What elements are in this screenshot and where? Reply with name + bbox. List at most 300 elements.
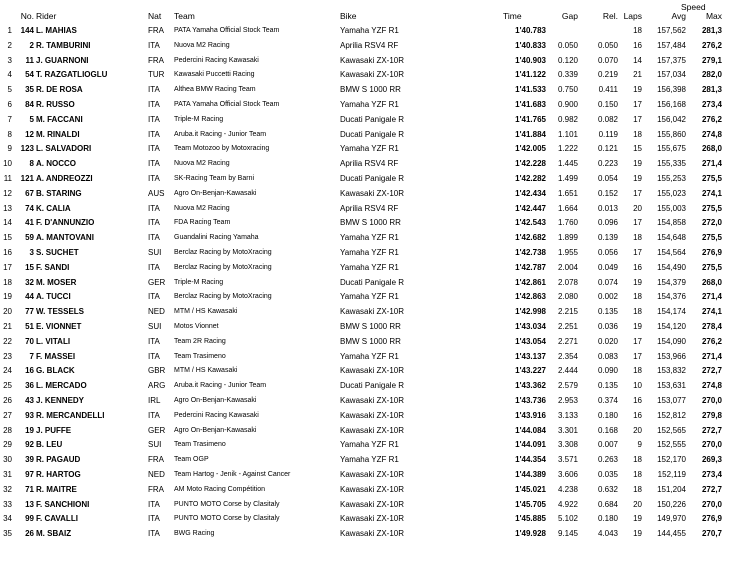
- row-time: 1'43.137: [515, 352, 546, 361]
- row-gap: 2.215: [557, 307, 578, 316]
- row-bike: Kawasaki ZX-10R: [340, 411, 405, 420]
- row-rel: 0.180: [597, 411, 618, 420]
- row-time: 1'42.998: [515, 307, 546, 316]
- row-time: 1'45.021: [515, 485, 546, 494]
- row-nationality: NED: [148, 470, 165, 479]
- row-gap: 4.922: [557, 500, 578, 509]
- row-nationality: ITA: [148, 159, 160, 168]
- row-number: 54: [25, 70, 34, 79]
- row-rider: L. MAHIAS: [36, 26, 77, 35]
- row-number: 71: [25, 485, 34, 494]
- row-team: Team Hartog - Jenik - Against Cancer: [174, 471, 291, 478]
- row-number: 97: [25, 470, 34, 479]
- row-gap: 0.982: [557, 115, 578, 124]
- row-team: Berclaz Racing by MotoXracing: [174, 293, 272, 300]
- row-position: 21: [3, 322, 12, 331]
- row-bike: Kawasaki ZX-10R: [340, 529, 405, 538]
- row-laps: 20: [633, 426, 642, 435]
- row-gap: 2.004: [557, 263, 578, 272]
- row-rel: 0.684: [597, 500, 618, 509]
- row-team: Nuova M2 Racing: [174, 205, 230, 212]
- row-position: 17: [3, 263, 12, 272]
- row-avg-speed: 154,858: [657, 218, 686, 227]
- row-gap: 4.238: [557, 485, 578, 494]
- row-rel: 0.152: [597, 189, 618, 198]
- row-rel: 0.411: [598, 85, 618, 94]
- row-time: 1'41.884: [515, 130, 546, 139]
- row-number: 36: [25, 381, 34, 390]
- row-rel: 4.043: [597, 529, 618, 538]
- row-gap: 3.133: [557, 411, 578, 420]
- row-position: 7: [7, 115, 12, 124]
- row-rider: A. ANDREOZZI: [36, 174, 93, 183]
- row-nationality: ITA: [148, 204, 160, 213]
- row-nationality: FRA: [148, 455, 164, 464]
- row-gap: 0.120: [557, 56, 578, 65]
- row-max-speed: 275,5: [701, 174, 722, 183]
- row-rider: F. D'ANNUNZIO: [36, 218, 95, 227]
- row-position: 9: [7, 144, 12, 153]
- row-max-speed: 268,0: [701, 144, 722, 153]
- row-laps: 18: [633, 470, 642, 479]
- row-rider: W. TESSELS: [36, 307, 85, 316]
- row-avg-speed: 150,226: [657, 500, 686, 509]
- row-position: 31: [3, 470, 12, 479]
- row-gap: 1.651: [557, 189, 578, 198]
- row-laps: 17: [633, 337, 642, 346]
- row-number: 93: [25, 411, 34, 420]
- row-time: 1'42.228: [515, 159, 546, 168]
- row-team: Team Motozoo by Motoxracing: [174, 145, 270, 152]
- row-number: 13: [25, 500, 34, 509]
- row-gap: 2.271: [557, 337, 578, 346]
- row-laps: 21: [633, 70, 642, 79]
- row-position: 28: [3, 426, 12, 435]
- row-team: Berclaz Racing by MotoXracing: [174, 264, 272, 271]
- row-laps: 18: [633, 26, 642, 35]
- row-rel: 0.054: [597, 174, 618, 183]
- row-number: 12: [25, 130, 34, 139]
- row-avg-speed: 155,003: [657, 204, 686, 213]
- row-bike: Ducati Panigale R: [340, 278, 405, 287]
- row-position: 35: [3, 529, 12, 538]
- row-bike: Yamaha YZF R1: [340, 248, 399, 257]
- row-gap: 2.251: [557, 322, 578, 331]
- row-max-speed: 273,4: [701, 100, 722, 109]
- row-position: 27: [3, 411, 12, 420]
- row-number: 26: [25, 529, 34, 538]
- row-rider: L. VITALI: [36, 337, 71, 346]
- row-rel: 0.263: [597, 455, 618, 464]
- row-bike: Kawasaki ZX-10R: [340, 470, 405, 479]
- row-nationality: ITA: [148, 411, 160, 420]
- row-position: 12: [3, 189, 12, 198]
- row-time: 1'45.885: [515, 514, 546, 523]
- row-gap: 0.050: [557, 41, 578, 50]
- row-rider: B. STARING: [36, 189, 82, 198]
- row-nationality: ITA: [148, 144, 160, 153]
- row-bike: Kawasaki ZX-10R: [340, 500, 405, 509]
- row-position: 25: [3, 381, 12, 390]
- row-laps: 16: [633, 263, 642, 272]
- row-number: 43: [25, 396, 34, 405]
- row-gap: 0.339: [557, 70, 578, 79]
- row-laps: 17: [633, 100, 642, 109]
- row-position: 19: [3, 292, 12, 301]
- row-rel: 0.219: [597, 70, 618, 79]
- row-bike: Ducati Panigale R: [340, 174, 405, 183]
- row-number: 8: [29, 159, 34, 168]
- row-rider: J. PUFFE: [36, 426, 72, 435]
- row-team: Agro On-Benjan-Kawasaki: [174, 190, 257, 197]
- row-rel: 0.168: [597, 426, 618, 435]
- row-avg-speed: 155,023: [657, 189, 686, 198]
- row-rel: 0.374: [597, 396, 618, 405]
- row-gap: 2.354: [557, 352, 578, 361]
- row-max-speed: 272,7: [701, 426, 722, 435]
- row-bike: Kawasaki ZX-10R: [340, 70, 405, 79]
- row-gap: 2.080: [557, 292, 578, 301]
- row-bike: Ducati Panigale R: [340, 381, 405, 390]
- row-number: 7: [29, 352, 34, 361]
- row-gap: 0.750: [557, 85, 578, 94]
- row-rel: 0.049: [597, 263, 618, 272]
- row-rel: 0.135: [597, 381, 618, 390]
- header-bike: Bike: [340, 11, 357, 21]
- row-rider: T. RAZGATLIOGLU: [36, 70, 108, 79]
- header-rel: Rel.: [602, 11, 618, 21]
- row-avg-speed: 156,168: [657, 100, 686, 109]
- row-rel: 0.119: [598, 130, 618, 139]
- row-max-speed: 275,5: [701, 204, 722, 213]
- row-avg-speed: 153,832: [657, 366, 686, 375]
- row-bike: BMW S 1000 RR: [340, 337, 401, 346]
- row-gap: 1.499: [557, 174, 578, 183]
- row-bike: Kawasaki ZX-10R: [340, 366, 405, 375]
- row-bike: Kawasaki ZX-10R: [340, 189, 405, 198]
- row-laps: 16: [633, 41, 642, 50]
- row-laps: 19: [633, 174, 642, 183]
- row-nationality: ITA: [148, 233, 160, 242]
- row-number: 16: [25, 366, 34, 375]
- row-max-speed: 275,5: [701, 263, 722, 272]
- row-rel: 0.096: [597, 218, 618, 227]
- row-rider: B. LEU: [36, 440, 63, 449]
- row-laps: 20: [633, 500, 642, 509]
- row-number: 121: [20, 174, 34, 183]
- row-gap: 1.222: [557, 144, 578, 153]
- row-max-speed: 278,4: [701, 322, 722, 331]
- row-nationality: ITA: [148, 174, 160, 183]
- row-rel: 0.036: [597, 322, 618, 331]
- row-team: Aruba.it Racing - Junior Team: [174, 382, 267, 389]
- row-bike: Yamaha YZF R1: [340, 26, 399, 35]
- row-avg-speed: 155,675: [657, 144, 686, 153]
- header-laps: Laps: [623, 11, 642, 21]
- row-rel: 0.090: [597, 366, 618, 375]
- row-max-speed: 276,2: [701, 41, 722, 50]
- row-position: 23: [3, 352, 12, 361]
- row-time: 1'43.916: [515, 411, 546, 420]
- row-time: 1'43.034: [515, 322, 546, 331]
- row-max-speed: 276,2: [701, 115, 722, 124]
- row-avg-speed: 157,375: [657, 56, 686, 65]
- row-avg-speed: 157,562: [657, 26, 686, 35]
- row-position: 30: [3, 455, 12, 464]
- row-position: 14: [3, 218, 12, 227]
- row-number: 51: [25, 322, 34, 331]
- row-number: 84: [25, 100, 34, 109]
- row-time: 1'44.389: [515, 470, 546, 479]
- row-laps: 18: [633, 233, 642, 242]
- row-team: MTM / HS Kawasaki: [174, 308, 238, 315]
- row-team: PUNTO MOTO Corse by Clasitaly: [174, 501, 280, 508]
- row-laps: 16: [633, 411, 642, 420]
- row-rider: M. MOSER: [36, 278, 77, 287]
- row-position: 34: [3, 514, 12, 523]
- row-position: 1: [7, 26, 12, 35]
- row-bike: Kawasaki ZX-10R: [340, 307, 405, 316]
- row-rider: E. VIONNET: [36, 322, 82, 331]
- row-avg-speed: 157,484: [657, 41, 686, 50]
- row-laps: 19: [633, 85, 642, 94]
- row-rel: 0.139: [597, 233, 618, 242]
- row-time: 1'49.928: [515, 529, 546, 538]
- row-team: Guandalini Racing Yamaha: [174, 234, 259, 241]
- row-team: BWG Racing: [174, 530, 215, 537]
- row-time: 1'42.434: [515, 189, 546, 198]
- row-position: 2: [7, 41, 12, 50]
- row-rider: M. RINALDI: [36, 130, 80, 139]
- row-time: 1'44.084: [515, 426, 546, 435]
- row-rider: K. CALIA: [36, 204, 71, 213]
- row-max-speed: 281,3: [701, 26, 722, 35]
- row-avg-speed: 155,860: [657, 130, 686, 139]
- row-team: Team Trasimeno: [174, 353, 226, 360]
- row-laps: 15: [633, 144, 642, 153]
- row-team: Motos Vionnet: [174, 323, 219, 330]
- row-max-speed: 279,1: [701, 56, 722, 65]
- row-avg-speed: 154,174: [657, 307, 686, 316]
- row-bike: BMW S 1000 RR: [340, 85, 401, 94]
- row-bike: Yamaha YZF R1: [340, 352, 399, 361]
- row-time: 1'45.705: [515, 500, 546, 509]
- row-max-speed: 276,9: [701, 514, 722, 523]
- row-position: 26: [3, 396, 12, 405]
- row-rider: S. SUCHET: [36, 248, 79, 257]
- row-number: 77: [25, 307, 34, 316]
- row-avg-speed: 154,376: [657, 292, 686, 301]
- row-team: Kawasaki Puccetti Racing: [174, 71, 255, 78]
- row-nationality: ITA: [148, 514, 160, 523]
- row-max-speed: 275,5: [701, 233, 722, 242]
- row-laps: 18: [633, 307, 642, 316]
- row-rider: R. TAMBURINI: [36, 41, 91, 50]
- row-bike: Yamaha YZF R1: [340, 100, 399, 109]
- row-team: PATA Yamaha Official Stock Team: [174, 101, 280, 108]
- row-rider: R. DE ROSA: [36, 85, 83, 94]
- row-team: Althea BMW Racing Team: [174, 86, 256, 93]
- row-gap: 1.899: [557, 233, 578, 242]
- row-team: Pedercini Racing Kawasaki: [174, 412, 259, 419]
- row-rider: R. PAGAUD: [36, 455, 81, 464]
- row-position: 8: [7, 130, 12, 139]
- row-position: 11: [3, 174, 12, 183]
- row-time: 1'43.054: [515, 337, 546, 346]
- row-avg-speed: 149,970: [657, 514, 686, 523]
- row-avg-speed: 153,631: [657, 381, 686, 390]
- row-nationality: NED: [148, 307, 165, 316]
- row-rider: J. GUARNONI: [36, 56, 89, 65]
- row-max-speed: 270,0: [701, 500, 722, 509]
- row-laps: 18: [633, 455, 642, 464]
- row-number: 99: [25, 514, 34, 523]
- row-time: 1'42.005: [515, 144, 546, 153]
- row-time: 1'42.447: [515, 204, 546, 213]
- row-rider: L. SALVADORI: [36, 144, 92, 153]
- row-team: Pedercini Racing Kawasaki: [174, 57, 259, 64]
- row-rel: 0.013: [597, 204, 618, 213]
- row-rider: F. MASSEI: [36, 352, 76, 361]
- row-rider: F. SANCHIONI: [36, 500, 90, 509]
- row-gap: 1.955: [557, 248, 578, 257]
- row-number: 67: [25, 189, 34, 198]
- row-gap: 2.444: [557, 366, 578, 375]
- row-bike: Kawasaki ZX-10R: [340, 426, 405, 435]
- row-laps: 14: [633, 56, 642, 65]
- row-rel: 0.082: [597, 115, 618, 124]
- row-rider: A. TUCCI: [36, 292, 71, 301]
- row-max-speed: 274,8: [701, 381, 722, 390]
- row-time: 1'42.787: [515, 263, 546, 272]
- row-bike: Ducati Panigale R: [340, 115, 405, 124]
- row-max-speed: 270,0: [701, 396, 722, 405]
- row-position: 32: [3, 485, 12, 494]
- row-max-speed: 269,3: [701, 455, 722, 464]
- row-nationality: ITA: [148, 529, 160, 538]
- row-rider: G. BLACK: [36, 366, 75, 375]
- row-laps: 18: [633, 485, 642, 494]
- row-rel: 0.020: [597, 337, 618, 346]
- row-team: Team Trasimeno: [174, 441, 226, 448]
- row-time: 1'40.903: [515, 56, 546, 65]
- row-nationality: IRL: [148, 396, 161, 405]
- row-avg-speed: 156,042: [657, 115, 686, 124]
- row-time: 1'42.682: [515, 233, 546, 242]
- row-gap: 2.953: [557, 396, 578, 405]
- row-avg-speed: 154,120: [657, 322, 686, 331]
- row-laps: 9: [637, 440, 642, 449]
- row-gap: 5.102: [557, 514, 578, 523]
- row-number: 15: [25, 263, 34, 272]
- row-rider: J. KENNEDY: [36, 396, 85, 405]
- row-gap: 3.571: [557, 455, 578, 464]
- row-time: 1'41.765: [515, 115, 546, 124]
- row-team: Triple-M Racing: [174, 279, 224, 286]
- row-nationality: SUI: [148, 248, 162, 257]
- row-rel: 0.180: [597, 514, 618, 523]
- row-laps: 17: [633, 218, 642, 227]
- row-rider: R. HARTOG: [36, 470, 81, 479]
- row-laps: 20: [633, 204, 642, 213]
- row-laps: 17: [633, 248, 642, 257]
- row-nationality: FRA: [148, 485, 164, 494]
- row-team: Team OGP: [174, 456, 209, 463]
- row-position: 22: [3, 337, 12, 346]
- row-bike: Yamaha YZF R1: [340, 455, 399, 464]
- row-team: Aruba.it Racing - Junior Team: [174, 131, 267, 138]
- row-team: Team 2R Racing: [174, 338, 226, 345]
- row-team: MTM / HS Kawasaki: [174, 367, 238, 374]
- row-rider: L. MERCADO: [36, 381, 87, 390]
- row-nationality: ITA: [148, 352, 160, 361]
- row-time: 1'43.736: [515, 396, 546, 405]
- row-team: PUNTO MOTO Corse by Clasitaly: [174, 515, 280, 522]
- row-team: Agro On-Benjan-Kawasaki: [174, 397, 257, 404]
- row-nationality: ITA: [148, 500, 160, 509]
- row-laps: 19: [633, 322, 642, 331]
- row-time: 1'42.543: [515, 218, 546, 227]
- row-avg-speed: 154,564: [657, 248, 686, 257]
- row-bike: Aprilia RSV4 RF: [340, 159, 399, 168]
- row-max-speed: 270,0: [701, 440, 722, 449]
- row-laps: 19: [633, 529, 642, 538]
- row-rel: 0.070: [597, 56, 618, 65]
- row-number: 70: [25, 337, 34, 346]
- row-team: Berclaz Racing by MotoXracing: [174, 249, 272, 256]
- row-team: AM Moto Racing Compétition: [174, 486, 266, 493]
- header-max: Max: [705, 11, 722, 21]
- row-nationality: SUI: [148, 440, 162, 449]
- row-rider: M. SBAIZ: [36, 529, 72, 538]
- row-rel: 0.074: [597, 278, 618, 287]
- header-time: Time: [503, 11, 522, 21]
- row-nationality: ITA: [148, 292, 160, 301]
- row-number: 44: [25, 292, 34, 301]
- row-max-speed: 271,4: [701, 352, 722, 361]
- row-laps: 19: [633, 159, 642, 168]
- row-position: 6: [7, 100, 12, 109]
- row-laps: 18: [633, 292, 642, 301]
- row-rel: 0.223: [597, 159, 618, 168]
- row-bike: Aprilia RSV4 RF: [340, 204, 399, 213]
- row-time: 1'41.533: [515, 85, 546, 94]
- row-team: Nuova M2 Racing: [174, 42, 230, 49]
- row-time: 1'41.122: [515, 70, 546, 79]
- row-nationality: GER: [148, 278, 166, 287]
- row-position: 5: [7, 85, 12, 94]
- row-laps: 19: [633, 514, 642, 523]
- row-number: 144: [20, 26, 34, 35]
- row-max-speed: 274,8: [701, 130, 722, 139]
- header-no: No.: [20, 11, 34, 21]
- header-team: Team: [174, 11, 195, 21]
- row-number: 32: [25, 278, 34, 287]
- row-bike: BMW S 1000 RR: [340, 322, 401, 331]
- row-bike: Ducati Panigale R: [340, 130, 405, 139]
- row-laps: 17: [633, 189, 642, 198]
- row-rider: R. RUSSO: [36, 100, 75, 109]
- row-nationality: FRA: [148, 56, 164, 65]
- row-bike: Yamaha YZF R1: [340, 263, 399, 272]
- row-avg-speed: 152,119: [657, 470, 686, 479]
- row-nationality: ITA: [148, 337, 160, 346]
- row-bike: Yamaha YZF R1: [340, 440, 399, 449]
- row-nationality: FRA: [148, 26, 164, 35]
- row-max-speed: 271,4: [701, 292, 722, 301]
- row-gap: 1.101: [557, 130, 578, 139]
- row-nationality: ITA: [148, 130, 160, 139]
